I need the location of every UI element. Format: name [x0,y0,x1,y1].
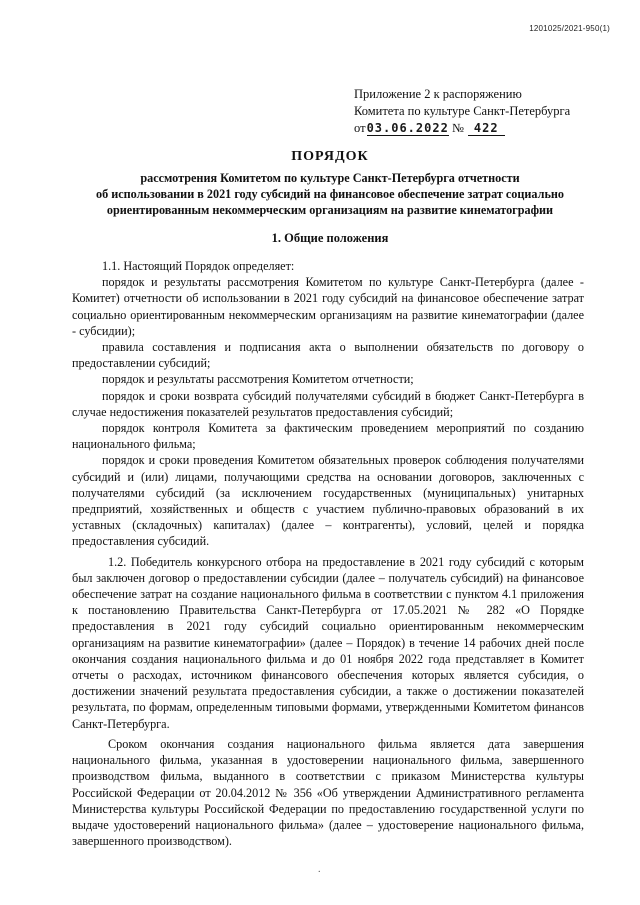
section-heading: 1. Общие положения [271,231,389,245]
title-line-1: рассмотрения Комитетом по культуре Санкт-Петербурга отчетности [140,171,520,185]
paragraph-item-3: порядок и результаты рассмотрения Комитетом отчетности; [102,372,414,387]
title-line-3: ориентированным некоммерческим организациям на развитие кинематографии [106,203,554,217]
appendix-line-2: Комитета по культуре Санкт-Петербурга [354,104,571,118]
number-label: № [451,121,464,135]
appendix-block [354,86,570,137]
paragraph-item-5: порядок контроля Комитета за фактическим проведением мероприятий по созданию национального фильма; [72,421,584,452]
paragraph-1-2: 1.2. Победитель конкурсного отбора на предоставление в 2021 году субсидий с которым был заключен договор о предоставлении субсидии (далее – получатель субсидий) на финансовое обеспечение затрат на создание национального фильма в соответствии с пунктом 4.1 приложения к постановлению Правительства Санкт-Петербурга от 17.05.2021 № 282 «О Порядке предоставления в 2021 году субсидий социально ориентированным некоммерческим организациям на развитие кинематографии» (далее – Порядок) в течение 14 рабочих дней после окончания создания национального фильма и до 01 ноября 2022 года представляет в Комитет отчеты о расходах, источником финансового обеспечения которых является субсидия, о достижении значений результата предоставления субсидии, а также о достижении показателей результата, по формам, определенным типовыми формами, утвержденными Комитетом финансов Санкт-Петербурга. [72,554,584,731]
from-prefix: от [354,121,366,135]
paragraph-1-1: 1.1. Настоящий Порядок определяет: [102,259,295,273]
handwritten-number: 422 [468,122,505,136]
title-heading: ПОРЯДОК [291,149,369,164]
paragraph-item-1: порядок и результаты рассмотрения Комитетом по культуре Санкт-Петербурга (далее - Комитет) отчетности об использовании в 2021 году субсидий на финансовое обеспечение затрат социально ориентированным некоммерческим организациям на развитие кинематографии (далее - субсидии); [72,275,584,338]
paragraph-deadline: Сроком окончания создания национального фильма является дата завершения национального фильма, указанная в удостоверении национального фильма, завершенного производством фильма, выданного в соответствии с приказом Министерства культуры Российской Федерации от 20.04.2012 № 356 «Об утверждении Административного регламента Министерства культуры Российской Федерации по предоставлению государственной услуги по выдаче удостоверений национального фильма» (далее – удостоверение национального фильма, завершенного производством). [72,736,584,849]
title-line-2: об использовании в 2021 году субсидий на финансовое обеспечение затрат социально [95,187,565,201]
appendix-line-3 [354,120,570,137]
document-title [60,149,600,218]
document-body [72,258,584,849]
paragraph-item-6: порядок и сроки проведения Комитетом обязательных проверок соблюдения получателями субсидий и (или) лицами, получающими средства на основании договоров, заключенных с получателями субсидий (за исключением государственных (муниципальных) унитарных предприятий, хозяйственных и обществ с участием публично-правовых образований в их уставных (складочных) капиталах) (далее – контрагенты), условий, целей и порядка предоставления субсидий. [72,453,584,549]
footer-mark: . [318,864,321,875]
paragraph-item-4: порядок и сроки возврата субсидий получателями субсидий в бюджет Санкт-Петербурга в случае недостижения показателей результатов предоставления субсидий; [72,388,584,419]
document-number: 1201025/2021-950(1) [529,24,610,33]
handwritten-date: 03.06.2022 [366,121,449,135]
paragraph-item-2: правила составления и подписания акта о выполнении обязательств по договору о предоставлении субсидий; [72,340,584,371]
appendix-line-1: Приложение 2 к распоряжению [354,87,522,101]
